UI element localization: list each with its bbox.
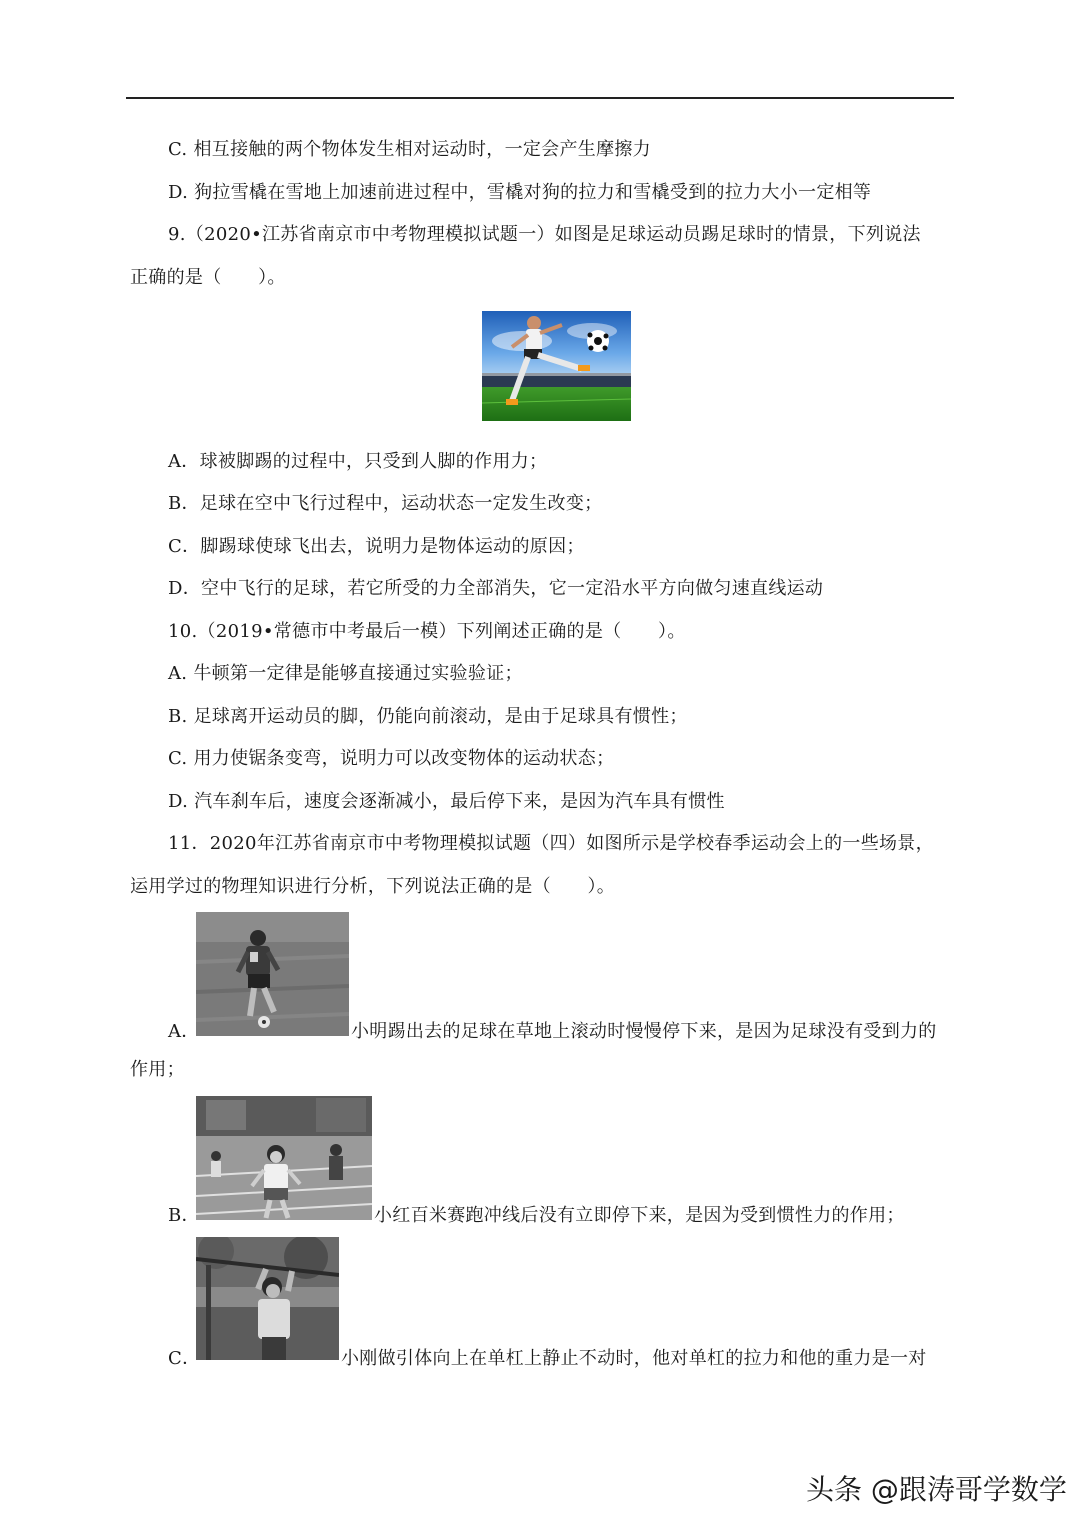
q10-option-c: C. 用力使锯条变弯，说明力可以改变物体的运动状态； <box>168 748 615 769</box>
q11-option-a-image <box>196 912 349 1036</box>
q9-option-b: B．足球在空中飞行过程中，运动状态一定发生改变； <box>168 493 603 514</box>
q11-option-c-letter: C． <box>168 1348 201 1369</box>
q11-stem-line2: 运用学过的物理知识进行分析，下列说法正确的是（ ）。 <box>130 876 616 897</box>
q11-option-b-letter: B． <box>168 1205 200 1226</box>
q11-option-a-continuation: 作用； <box>130 1059 185 1080</box>
q11-option-c-text: 小刚做引体向上在单杠上静止不动时，他对单杠的拉力和他的重力是一对 <box>341 1348 927 1369</box>
q9-option-d: D．空中飞行的足球，若它所受的力全部消失，它一定沿水平方向做匀速直线运动 <box>168 578 824 599</box>
q11-stem-line1: 11．2020年江苏省南京市中考物理模拟试题（四）如图所示是学校春季运动会上的一些场景， <box>168 833 934 854</box>
q11-option-b-text: 小红百米赛跑冲线后没有立即停下来，是因为受到惯性力的作用； <box>374 1205 905 1226</box>
q9-option-c: C．脚踢球使球飞出去，说明力是物体运动的原因； <box>168 536 585 557</box>
q9-stem-line2: 正确的是（ ）。 <box>130 267 286 288</box>
watermark-author: 头条 @跟涛哥学数学 <box>806 1473 1067 1506</box>
q8-option-c: C. 相互接触的两个物体发生相对运动时，一定会产生摩擦力 <box>168 139 651 160</box>
q11-option-c-image <box>196 1237 339 1360</box>
q10-stem: 10.（2019•常德市中考最后一模）下列阐述正确的是（ ）。 <box>168 621 686 642</box>
q10-option-d: D. 汽车刹车后，速度会逐渐减小，最后停下来，是因为汽车具有惯性 <box>168 791 725 812</box>
q10-option-b: B. 足球离开运动员的脚，仍能向前滚动，是由于足球具有惯性； <box>168 706 688 727</box>
header-rule <box>126 97 954 99</box>
q11-option-a-letter: A． <box>168 1021 200 1042</box>
q11-option-b-image <box>196 1096 372 1220</box>
q9-option-a: A．球被脚踢的过程中，只受到人脚的作用力； <box>168 451 548 472</box>
q10-option-a: A. 牛顿第一定律是能够直接通过实验验证； <box>168 663 523 684</box>
q11-option-a-text: 小明踢出去的足球在草地上滚动时慢慢停下来，是因为足球没有受到力的 <box>351 1021 937 1042</box>
q8-option-d: D. 狗拉雪橇在雪地上加速前进过程中，雪橇对狗的拉力和雪橇受到的拉力大小一定相等 <box>168 182 872 203</box>
q9-stem-line1: 9.（2020•江苏省南京市中考物理模拟试题一）如图是足球运动员踢足球时的情景，下列说法 <box>168 224 921 245</box>
q9-football-kick-image <box>482 311 631 421</box>
